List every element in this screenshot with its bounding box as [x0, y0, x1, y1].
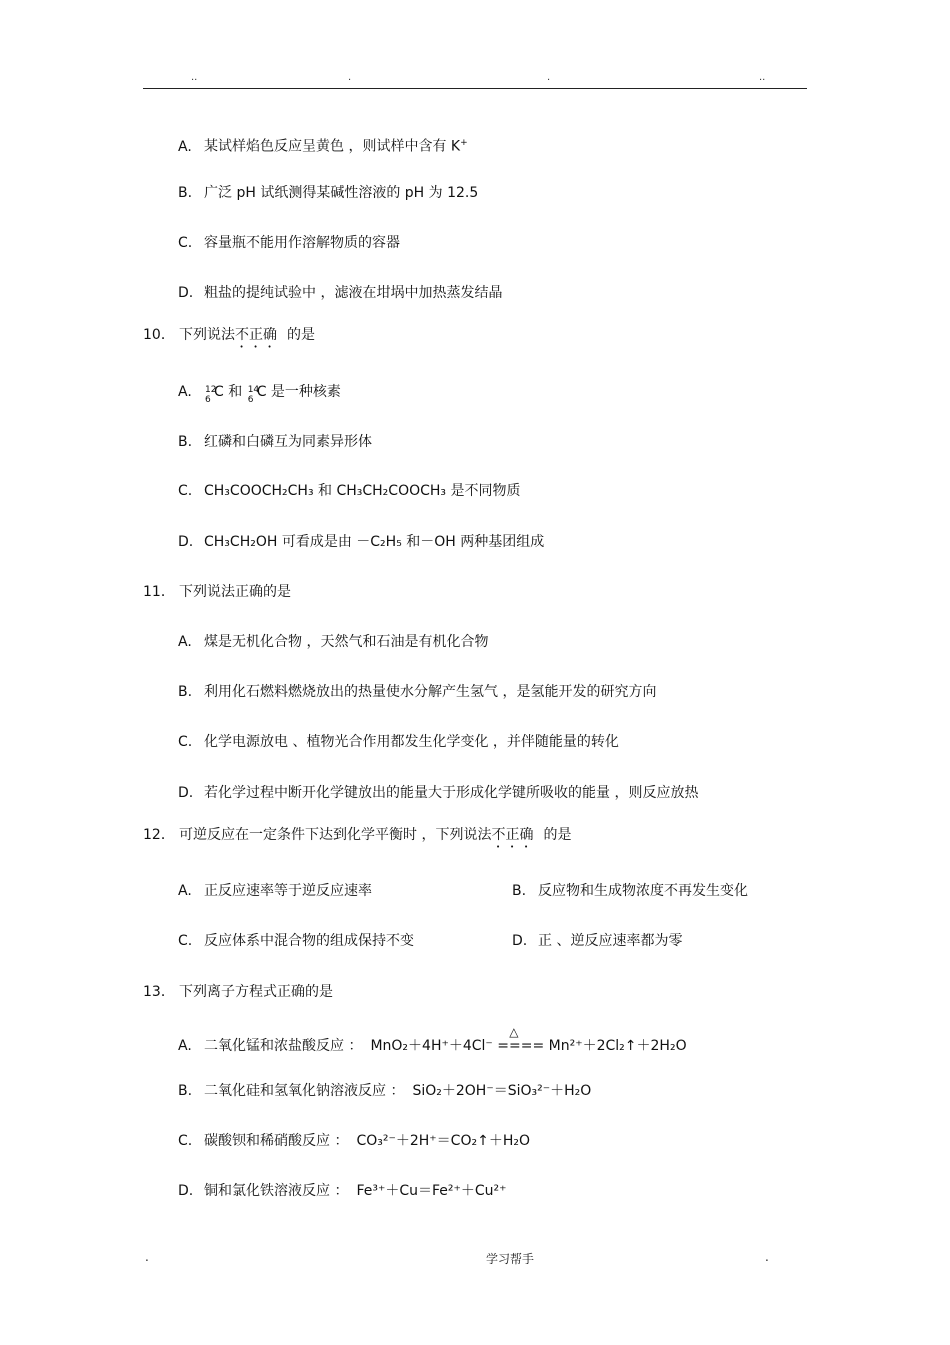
q9-option-d: D. 粗盐的提纯试验中 ，滤液在坩埚中加热蒸发结晶 [178, 285, 503, 301]
q12-option-b: B. 反应物和生成物浓度不再发生变化 [512, 883, 748, 899]
q10-option-b: B. 红磷和白磷互为同素异形体 [178, 434, 372, 450]
q13-option-d: D. 铜和氯化铁溶液反应 ： Fe³⁺＋Cu＝Fe²⁺＋Cu²⁺ [178, 1183, 507, 1199]
q10-option-a: A. 12 6 C 和 14 6 C 是一种核素 [178, 384, 341, 405]
q13-option-a: A. 二氧化锰和浓盐酸反应 ： MnO₂＋4H⁺＋4Cl⁻ △ ==== Mn²⁺＋2Cl₂↑＋2H₂O [178, 1036, 687, 1056]
q11-option-b: B. 利用化石燃料燃烧放出的热量使水分解产生氢气 ，是氢能开发的研究方向 [178, 684, 657, 700]
q10-option-d: D. CH₃CH₂OH 可看成是由 －C₂H₅ 和－OH 两种基团组成 [178, 534, 545, 550]
q11-option-a: A. 煤是无机化合物 ，天然气和石油是有机化合物 [178, 634, 489, 650]
q9-option-c: C. 容量瓶不能用作溶解物质的容器 [178, 235, 400, 251]
q9-option-b: B. 广泛 pH 试纸测得某碱性溶液的 pH 为 12.5 [178, 185, 479, 201]
emphasis-text: 不正确 [235, 327, 277, 343]
q13-option-c: C. 碳酸钡和稀硝酸反应 ： CO₃²⁻＋2H⁺＝CO₂↑＋H₂O [178, 1133, 530, 1149]
q13-option-b: B. 二氧化硅和氢氧化钠溶液反应 ： SiO₂＋2OH⁻＝SiO₃²⁻＋H₂O [178, 1083, 592, 1099]
isotope-notation: 12 6 [205, 385, 217, 405]
footer-left-mark: . [145, 1250, 149, 1264]
q11-option-d: D. 若化学过程中断开化学键放出的能量大于形成化学键所吸收的能量 ，则反应放热 [178, 785, 699, 801]
footer-title: 学习帮手 [486, 1252, 535, 1266]
q13-stem: 13． 下列离子方程式正确的是 [143, 984, 333, 1000]
heating-condition-arrow: △ ==== [497, 1036, 544, 1056]
header-mark-4: .. [759, 72, 766, 83]
header-mark-1: .. [191, 72, 198, 83]
header-mark-2: . [348, 72, 352, 83]
q12-option-a: A. 正反应速率等于逆反应速率 [178, 883, 372, 899]
header-mark-3: . [547, 72, 551, 83]
q11-stem: 11． 下列说法正确的是 [143, 584, 291, 600]
footer-right-mark: . [765, 1250, 769, 1264]
emphasis-text: 不正确 [491, 827, 534, 843]
isotope-notation: 14 6 [247, 385, 260, 405]
heat-triangle-icon: △ [509, 1025, 519, 1039]
q12-option-d: D. 正 、逆反应速率都为零 [512, 933, 683, 949]
q11-option-c: C. 化学电源放电 、植物光合作用都发生化学变化 ，并伴随能量的转化 [178, 734, 619, 750]
page-header [143, 72, 807, 86]
q9-option-a: A. 某试样焰色反应呈黄色 ，则试样中含有 K+ [178, 138, 468, 155]
q10-stem: 10． 下列说法不正确 的是 [143, 327, 315, 343]
q12-stem: 12． 可逆反应在一定条件下达到化学平衡时 ，下列说法不正确 的是 [143, 827, 572, 843]
q10-option-c: C. CH₃COOCH₂CH₃ 和 CH₃CH₂COOCH₃ 是不同物质 [178, 483, 521, 499]
q12-option-c: C. 反应体系中混合物的组成保持不变 [178, 933, 414, 949]
header-rule [143, 88, 807, 89]
